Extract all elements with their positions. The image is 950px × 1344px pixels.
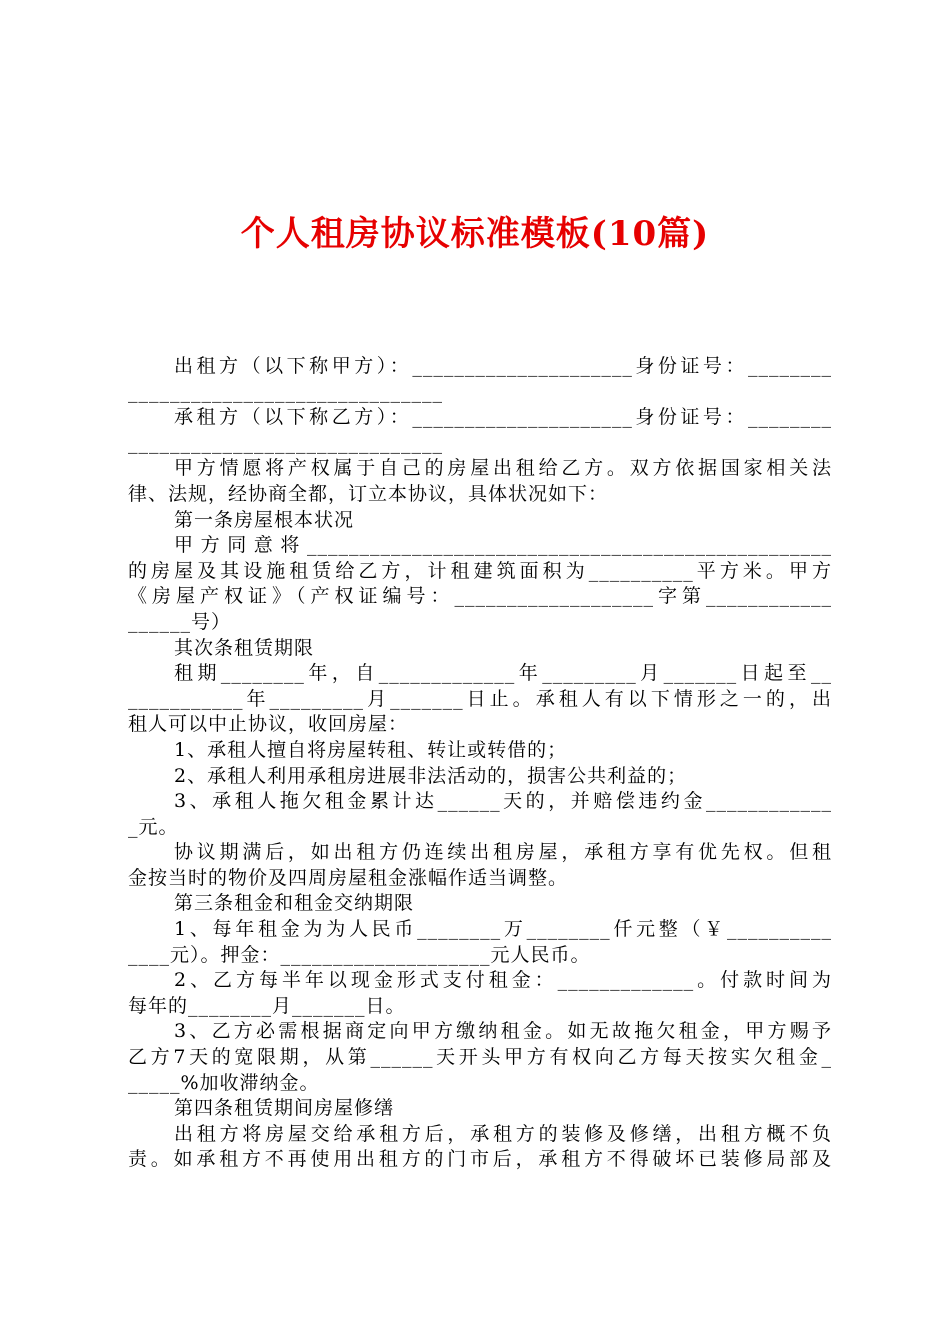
paragraph-line: ______号）: [128, 610, 232, 633]
paragraph-line: 甲方情愿将产权属于自己的房屋出租给乙方。双方依据国家相关法: [174, 457, 832, 480]
section-heading: 其次条租赁期限: [174, 636, 315, 659]
list-item: 2、乙方每半年以现金形式支付租金：_____________。付款时间为: [174, 969, 832, 992]
paragraph-line: 协议期满后，如出租方仍连续出租房屋，承租方享有优先权。但租: [174, 841, 832, 864]
paragraph-line: 的房屋及其设施租赁给乙方，计租建筑面积为__________平方米。甲方: [128, 559, 832, 582]
paragraph-line: 出租方将房屋交给承租方后，承租方的装修及修缮，出租方概不负: [174, 1122, 832, 1145]
document-title: 个人租房协议标准模板(10篇): [240, 214, 710, 254]
paragraph-line: 金按当时的物价及四周房屋租金涨幅作适当调整。: [128, 866, 569, 889]
paragraph-line: 《房屋产权证》（产权证编号：___________________字第____________: [128, 585, 832, 608]
list-item: 1、每年租金为为人民币________万________仟元整（￥__________: [174, 918, 832, 941]
list-item: 3、承租人拖欠租金累计达______天的，并赔偿违约金____________: [174, 790, 832, 813]
paragraph-line: 责。如承租方不再使用出租方的门市后，承租方不得破坏已装修局部及: [128, 1148, 832, 1171]
paragraph-line: ______________________________: [128, 431, 443, 454]
list-item: 2、承租人利用承租房进展非法活动的，损害公共利益的；: [174, 764, 688, 787]
paragraph-line: 租期________年，自_____________年_________月_______日起至__: [174, 662, 832, 685]
paragraph-line: ______________________________: [128, 380, 443, 403]
list-item: 3、乙方必需根据商定向甲方缴纳租金。如无故拖欠租金，甲方赐予: [174, 1020, 832, 1043]
paragraph-line: _____%加收滞纳金。: [128, 1071, 320, 1094]
paragraph-line: 律、法规，经协商全都，订立本协议，具体状况如下：: [128, 482, 609, 505]
paragraph-line: 每年的________月_______日。: [128, 994, 406, 1017]
paragraph-line: 甲方同意将__________________________________________________: [174, 534, 832, 557]
paragraph-line: ___________年_________月_______日止。承租人有以下情形之一的，出: [128, 687, 832, 710]
paragraph-line: _元。: [128, 815, 179, 838]
paragraph-line: 乙方7天的宽限期，从第______天开头甲方有权向乙方每天按实欠租金_: [128, 1046, 832, 1069]
list-item: 1、承租人擅自将房屋转租、转让或转借的；: [174, 738, 568, 761]
paragraph-line: ____元）。押金：____________________元人民币。: [128, 943, 591, 966]
paragraph-line: 承租方（以下称乙方）：_____________________身份证号：________: [174, 406, 832, 429]
section-heading: 第四条租赁期间房屋修缮: [174, 1097, 395, 1120]
document-body: [128, 354, 832, 1173]
paragraph-line: 出租方（以下称甲方）：_____________________身份证号：________: [174, 355, 832, 377]
paragraph-line: 租人可以中止协议，收回房屋：: [128, 713, 409, 736]
section-heading: 第一条房屋根本状况: [174, 508, 355, 531]
section-heading: 第三条租金和租金交纳期限: [174, 892, 415, 915]
